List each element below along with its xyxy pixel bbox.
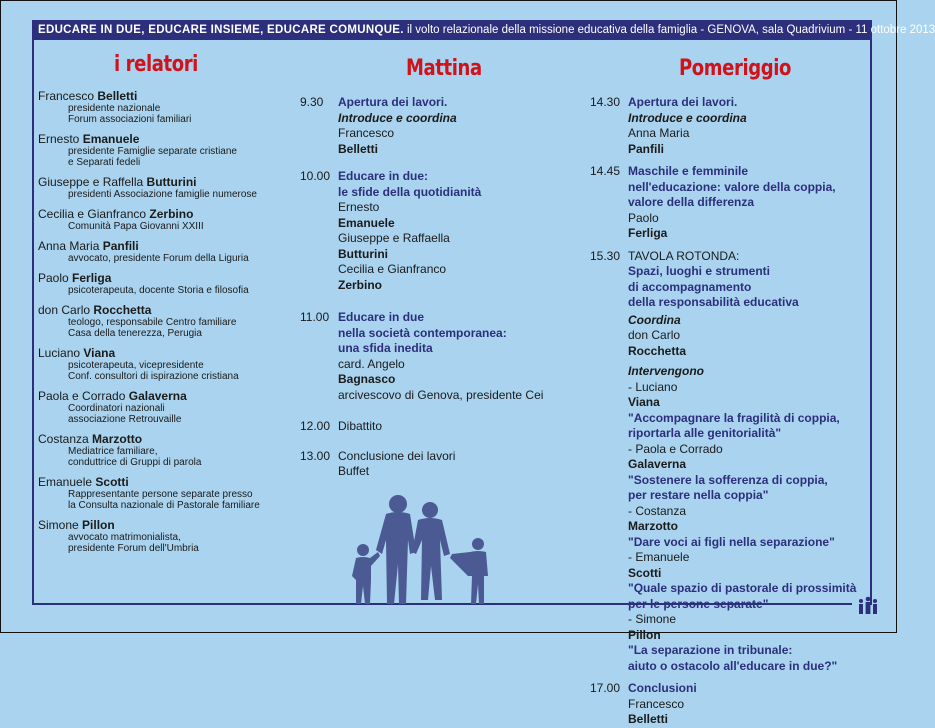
speaker-name: Luciano Viana [38, 346, 116, 360]
speaker-item: Francesco Belletti presidente nazionale Forum associazioni familiari [38, 89, 293, 125]
morning-session: 13.00 Conclusione dei lavori Buffet [300, 448, 456, 478]
family-silhouette-illustration [346, 492, 506, 608]
session-time: 11.00 [300, 310, 330, 324]
family-logo-icon [857, 596, 879, 616]
speaker-name: Paola e Corrado Galaverna [38, 389, 187, 403]
afternoon-session: 14.30 Apertura dei lavori. Introduce e coordina Anna Maria Panfili [590, 95, 747, 156]
speaker-name: Paolo Ferliga [38, 271, 112, 285]
heading-morning: Mattina [406, 56, 482, 81]
speaker-name: don Carlo Rocchetta [38, 303, 152, 317]
session-time: 12.00 [300, 419, 331, 433]
banner-title: EDUCARE IN DUE, EDUCARE INSIEME, EDUCARE COMUNQUE. [38, 24, 404, 36]
session-time: 14.45 [590, 164, 621, 178]
speaker-item: Giuseppe e Raffella Butturini presidenti Associazione famiglie numerose [38, 175, 293, 200]
speaker-item: Ernesto Emanuele presidente Famiglie separate cristiane e Separati fedeli [38, 132, 293, 168]
speaker-item: Emanuele Scotti Rappresentante persone separate presso la Consulta nazionale di Pastorale familiare [38, 475, 293, 511]
speaker-name: Emanuele Scotti [38, 475, 129, 489]
speaker-name: Simone Pillon [38, 518, 115, 532]
speaker-item: Cecilia e Gianfranco Zerbino Comunità Papa Giovanni XXIII [38, 207, 293, 232]
speaker-name: Cecilia e Gianfranco Zerbino [38, 207, 194, 221]
speaker-item: Luciano Viana psicoterapeuta, vicepresidente Conf. consultori di ispirazione cristiana [38, 346, 293, 382]
morning-session: 12.00 Dibattito [300, 419, 383, 433]
session-time: 17.00 [590, 681, 621, 695]
heading-afternoon: Pomeriggio [679, 56, 792, 81]
speaker-item: Paola e Corrado Galaverna Coordinatori nazionali associazione Retrouvaille [38, 389, 293, 425]
speaker-item: don Carlo Rocchetta teologo, responsabile Centro familiare Casa della tenerezza, Perugia [38, 303, 293, 339]
speaker-name: Costanza Marzotto [38, 432, 143, 446]
morning-program [300, 95, 570, 480]
banner-subtitle: il volto relazionale della missione educativa della famiglia - GENOVA, sala Quadrivium - 11 ottobre 2013 [406, 24, 935, 36]
session-time: 15.30 [590, 248, 621, 263]
speaker-item: Anna Maria Panfili avvocato, presidente Forum della Liguria [38, 239, 293, 264]
speakers-list [38, 89, 293, 554]
left-border [32, 40, 34, 605]
right-border [870, 40, 872, 605]
speaker-item: Simone Pillon avvocato matrimonialista, presidente Forum dell'Umbria [38, 518, 293, 554]
speaker-name: Ernesto Emanuele [38, 132, 140, 146]
speaker-name: Anna Maria Panfili [38, 239, 139, 253]
session-time: 9.30 [300, 95, 324, 109]
speaker-name: Francesco Belletti [38, 89, 138, 103]
morning-session: 9.30 Apertura dei lavori. Introduce e coordina Francesco Belletti [300, 95, 457, 156]
speaker-item: Paolo Ferliga psicoterapeuta, docente Storia e filosofia [38, 271, 293, 296]
afternoon-program [590, 95, 868, 728]
morning-session: 10.00 Educare in due: le sfide della quotidianità Ernesto Emanuele Giuseppe e Raffaella Butturini Cecilia e Gianfranco Zerbino [300, 169, 482, 292]
afternoon-session: 15.30 TAVOLA ROTONDA: [590, 248, 740, 263]
afternoon-session: 14.45 Maschile e femminile nell'educazione: valore della coppia, valore della differenza Paolo Ferliga [590, 164, 836, 240]
afternoon-session: 17.00 Conclusioni Francesco Belletti [590, 681, 697, 726]
title-banner [32, 20, 935, 40]
speaker-item: Costanza Marzotto Mediatrice familiare, conduttrice di Gruppi di parola [38, 432, 293, 468]
round-table-details: Spazi, luoghi e strumenti di accompagnamento della responsabilità educativa Coordina don Carlo Rocchetta Intervengono - Luciano Viana "Accompagnare la fragilità di coppia, riportarla alle genitorialità" - Paola e Corrado Galaverna "Sostenere la sofferenza di coppia, per restare nella coppia" - Costanza Marzotto "Dare voci ai figli nella separazione" - Emanuele Scotti "Quale spazio di pastorale di prossimità per le persone separate" - Simone Pillon "La separazione in tribunale: aiuto o ostacolo all'educare in due?" [628, 264, 857, 673]
speaker-name: Giuseppe e Raffella Butturini [38, 175, 197, 189]
morning-session: 11.00 Educare in due nella società contemporanea: una sfida inedita card. Angelo Bagnasco arcivescovo di Genova, presidente Cei [300, 310, 544, 402]
session-time: 10.00 [300, 169, 331, 183]
session-time: 14.30 [590, 95, 621, 109]
session-time: 13.00 [300, 448, 331, 463]
heading-speakers: i relatori [114, 52, 198, 77]
